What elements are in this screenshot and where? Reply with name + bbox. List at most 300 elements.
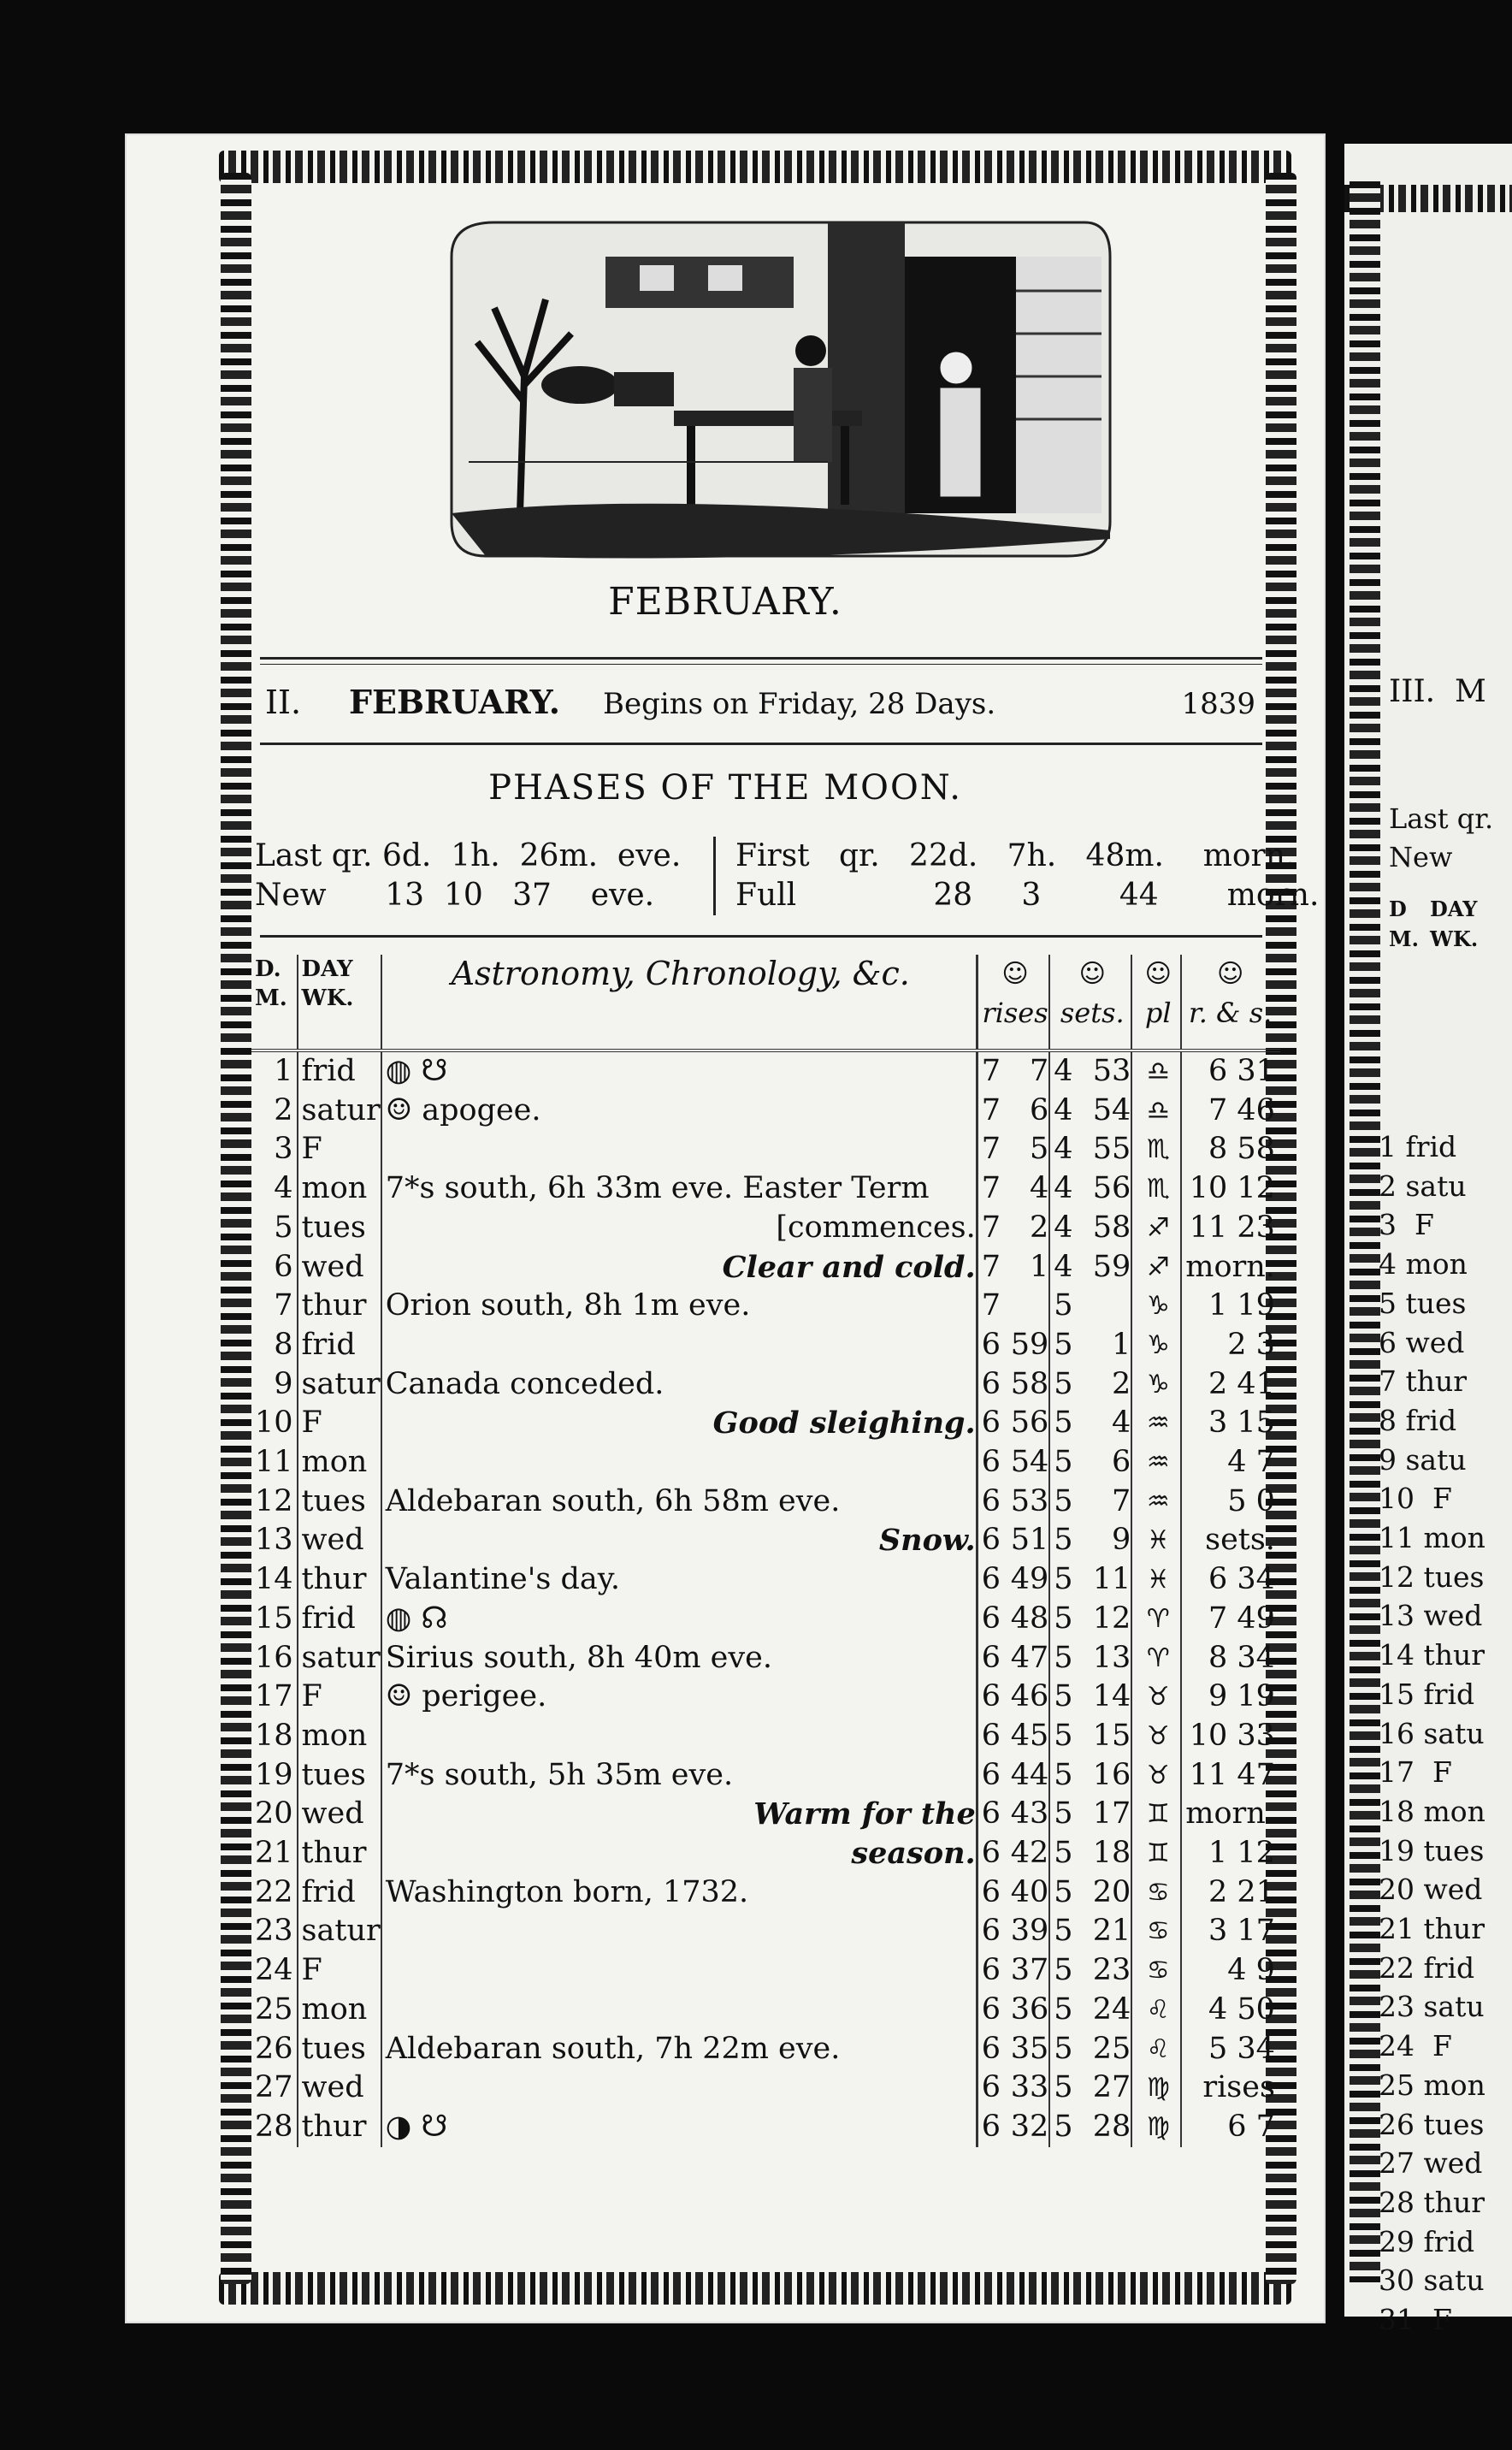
- day-of-month: 22: [251, 1873, 298, 1913]
- sun-rise-hour: 6: [981, 1874, 1001, 1909]
- astro-note: ☺ perigee.: [385, 1679, 547, 1714]
- next-page-day-row: 22 frid: [1379, 1950, 1475, 1985]
- sun-rise-hour: 7: [981, 1132, 1001, 1167]
- day-of-week: F: [298, 1130, 381, 1169]
- astro-note: Orion south, 8h 1m eve.: [385, 1288, 751, 1323]
- astro-continuation: [commences.: [776, 1210, 976, 1245]
- table-row: [251, 1365, 1280, 1405]
- month-number: II.: [265, 684, 302, 721]
- sun-rise-min: 46: [1007, 1678, 1050, 1717]
- moon-rise-set: 9 19: [1208, 1679, 1275, 1714]
- sun-set-min: 13: [1076, 1639, 1131, 1678]
- next-page-day-row: 5 tues: [1379, 1286, 1467, 1320]
- moon-rise-set: 4 50: [1208, 1991, 1275, 2027]
- day-of-month: 26: [251, 2030, 298, 2069]
- table-row: [251, 1169, 1280, 1209]
- moon-rise-set: 3 15: [1208, 1405, 1275, 1441]
- day-of-week: F: [298, 1404, 381, 1443]
- weather-note: season.: [851, 1836, 976, 1872]
- moon-rise-set: 1 12: [1208, 1836, 1275, 1871]
- weather-note: Snow.: [878, 1523, 976, 1559]
- day-of-month: 15: [251, 1600, 298, 1639]
- year: 1839: [1181, 687, 1255, 721]
- moon-place-sign: ♋: [1131, 1873, 1181, 1913]
- astro-note: Valantine's day.: [385, 1562, 620, 1597]
- sun-rise-min: 58: [1007, 1365, 1050, 1405]
- day-of-week: F: [298, 1951, 381, 1991]
- table-row: [251, 2068, 1280, 2108]
- day-of-month: 28: [251, 2108, 298, 2147]
- woodcut-chimney-wall: [828, 222, 905, 513]
- moon-rise-set: 2 3: [1227, 1327, 1275, 1362]
- day-of-month: 6: [251, 1248, 298, 1287]
- sun-rise-min: 49: [1007, 1560, 1050, 1600]
- next-page-day-row: 1 frid: [1379, 1130, 1457, 1163]
- next-page-day-row: 31 F: [1379, 2303, 1452, 2337]
- moon-rise-set: 4 9: [1227, 1953, 1275, 1988]
- table-row: [251, 1209, 1280, 1248]
- moon-rise-set: rises: [1202, 2070, 1275, 2105]
- day-of-week: wed: [298, 1795, 381, 1834]
- table-row: [251, 1717, 1280, 1756]
- sun-set-hour: 4: [1054, 1132, 1073, 1167]
- astronomy-cell: [381, 1873, 977, 1913]
- astronomy-cell: [381, 1912, 977, 1951]
- next-page-day-row: 28 thur: [1379, 2185, 1485, 2219]
- day-of-week: wed: [298, 1521, 381, 1560]
- sun-set-hour: 5: [1054, 1288, 1073, 1323]
- sun-rise-min: 4: [1007, 1169, 1050, 1209]
- sun-set-min: 24: [1076, 1991, 1131, 2030]
- astro-note: Aldebaran south, 6h 58m eve.: [385, 1483, 841, 1518]
- sun-set-hour: 5: [1054, 1718, 1073, 1753]
- day-of-month: 1: [251, 1050, 298, 1092]
- astronomy-cell: [381, 1834, 977, 1873]
- moon-place-sign: ♌: [1131, 2030, 1181, 2069]
- next-page-day-row: 17 F: [1379, 1755, 1452, 1790]
- sun-rise-hour: 6: [981, 1914, 1001, 1949]
- moon-rise-set: 4 7: [1227, 1445, 1275, 1480]
- sun-face-icon: ☺: [1001, 959, 1029, 989]
- ornamental-border-top: [219, 151, 1291, 183]
- table-row: [251, 1287, 1280, 1326]
- next-page-day-row: 29 frid: [1379, 2224, 1475, 2258]
- sun-rise-hour: 6: [981, 1562, 1001, 1597]
- day-of-week: wed: [298, 2068, 381, 2108]
- day-of-month: 11: [251, 1443, 298, 1482]
- day-of-month: 25: [251, 1991, 298, 2030]
- day-of-week: mon: [298, 1443, 381, 1482]
- sun-set-hour: 5: [1054, 1757, 1073, 1792]
- sun-set-hour: 4: [1054, 1249, 1073, 1284]
- table-row: [251, 1951, 1280, 1991]
- day-of-week: tues: [298, 1209, 381, 1248]
- col-sun-rises: ☺ rises: [977, 955, 1049, 1050]
- next-page-header: III. M: [1389, 674, 1486, 709]
- sun-rise-min: 35: [1007, 2030, 1050, 2069]
- sun-rise-min: 56: [1007, 1404, 1050, 1443]
- astro-note: ◍ ☋: [385, 1054, 448, 1088]
- moon-rise-set: 11 47: [1189, 1757, 1275, 1792]
- moon-rise-set: 2 41: [1208, 1366, 1275, 1401]
- woodcut-building: [605, 257, 794, 308]
- sun-set-min: 1: [1076, 1326, 1131, 1365]
- sun-rise-hour: 6: [981, 1483, 1001, 1518]
- sun-rise-min: 33: [1007, 2068, 1050, 2108]
- day-of-week: frid: [298, 1873, 381, 1913]
- sun-set-min: 14: [1076, 1678, 1131, 1717]
- astronomy-cell: [381, 1365, 977, 1405]
- astronomy-cell: [381, 1991, 977, 2030]
- sun-rise-min: 40: [1007, 1873, 1050, 1913]
- table-row: [251, 1600, 1280, 1639]
- sun-set-min: 15: [1076, 1717, 1131, 1756]
- next-page-day-row: 11 mon: [1379, 1521, 1485, 1555]
- moon-place-sign: ♐: [1131, 1248, 1181, 1287]
- woodcut-man-sawing: [795, 335, 826, 366]
- sun-rise-hour: 6: [981, 1679, 1001, 1714]
- day-of-week: satur: [298, 1092, 381, 1131]
- sun-set-hour: 5: [1054, 1445, 1073, 1480]
- next-page-day-row: 12 tues: [1379, 1559, 1485, 1594]
- sun-set-hour: 5: [1054, 1523, 1073, 1558]
- sun-set-hour: 5: [1054, 1483, 1073, 1518]
- next-page-day-row: 27 wed: [1379, 2146, 1483, 2181]
- phase-last-quarter: Last qr. 6d. 1h. 26m. eve.: [255, 838, 682, 873]
- woodcut-horse-sleigh: [541, 366, 618, 404]
- next-page-col-d: D: [1389, 897, 1407, 921]
- sun-rise-hour: 7: [981, 1210, 1001, 1245]
- sun-set-min: 58: [1076, 1209, 1131, 1248]
- moon-place-sign: ♎: [1131, 1050, 1181, 1092]
- next-page-day-row: 15 frid: [1379, 1677, 1475, 1711]
- sun-rise-min: 5: [1007, 1130, 1050, 1169]
- table-row: [251, 1050, 1280, 1092]
- next-page-phase-last: Last qr.: [1389, 802, 1494, 835]
- next-page-day-row: 3 F: [1379, 1208, 1434, 1242]
- sun-rise-hour: 6: [981, 1757, 1001, 1792]
- sun-set-min: 2: [1076, 1365, 1131, 1405]
- next-page-day-row: 13 wed: [1379, 1599, 1483, 1633]
- col-day-of-week: DAY WK.: [298, 955, 381, 1050]
- astronomy-cell: [381, 1482, 977, 1522]
- moon-place-sign: ♑: [1131, 1326, 1181, 1365]
- col-moon-place: ☺ pl: [1131, 955, 1181, 1050]
- table-row: [251, 1482, 1280, 1522]
- rule-phases: [260, 935, 1262, 938]
- table-row: [251, 1912, 1280, 1951]
- table-row: [251, 2108, 1280, 2147]
- astro-note: 7*s south, 6h 33m eve. Easter Term: [385, 1171, 930, 1206]
- calendar-header-row: [251, 955, 1280, 1050]
- moon-place-sign: ♈: [1131, 1600, 1181, 1639]
- day-of-month: 13: [251, 1521, 298, 1560]
- astronomy-cell: [381, 2068, 977, 2108]
- sun-rise-hour: 7: [981, 1171, 1001, 1206]
- moon-rise-set: 11 23: [1189, 1210, 1275, 1245]
- next-page-day-list: [1379, 1127, 1485, 2340]
- sun-set-hour: 5: [1054, 2070, 1073, 2105]
- sun-set-min: 55: [1076, 1130, 1131, 1169]
- moon-place-sign: ♋: [1131, 1912, 1181, 1951]
- moon-rise-set: 7 46: [1208, 1092, 1275, 1127]
- day-of-month: 18: [251, 1717, 298, 1756]
- sun-rise-min: 54: [1007, 1443, 1050, 1482]
- next-page-day-row: 4 mon: [1379, 1247, 1468, 1281]
- sun-set-hour: 5: [1054, 1796, 1073, 1832]
- col-sun-sets: ☺ sets.: [1049, 955, 1131, 1050]
- sun-rise-min: 32: [1007, 2108, 1050, 2147]
- table-row: [251, 1443, 1280, 1482]
- astronomy-cell: [381, 1443, 977, 1482]
- ornamental-border-bottom: [219, 2272, 1291, 2305]
- table-row: [251, 1834, 1280, 1873]
- sun-rise-hour: 6: [981, 1327, 1001, 1362]
- next-page-day-row: 18 mon: [1379, 1794, 1485, 1828]
- sun-rise-hour: 6: [981, 1718, 1001, 1753]
- astronomy-cell: [381, 2108, 977, 2147]
- moon-place-sign: ♒: [1131, 1404, 1181, 1443]
- sun-set-min: 20: [1076, 1873, 1131, 1913]
- day-of-month: 27: [251, 2068, 298, 2108]
- moon-rise-set: 5 0: [1227, 1483, 1275, 1518]
- astronomy-cell: [381, 1795, 977, 1834]
- sun-set-min: 54: [1076, 1092, 1131, 1131]
- astro-note: ◑ ☋: [385, 2109, 448, 2144]
- sun-set-min: 28: [1076, 2108, 1131, 2147]
- moon-place-sign: ♊: [1131, 1834, 1181, 1873]
- moon-place-sign: ♓: [1131, 1521, 1181, 1560]
- phase-new-moon: New 13 10 37 eve.: [255, 878, 655, 913]
- day-of-week: tues: [298, 2030, 381, 2069]
- next-page-day-row: 23 satu: [1379, 1990, 1485, 2024]
- moon-rise-set: morn.: [1185, 1796, 1275, 1832]
- next-page-day-row: 6 wed: [1379, 1325, 1465, 1359]
- day-of-month: 16: [251, 1639, 298, 1678]
- astronomy-cell: [381, 1209, 977, 1248]
- sun-rise-hour: 7: [981, 1092, 1001, 1127]
- sun-rise-hour: 6: [981, 2070, 1001, 2105]
- sun-set-hour: 5: [1054, 2109, 1073, 2144]
- table-row: [251, 1521, 1280, 1560]
- sun-set-min: 56: [1076, 1169, 1131, 1209]
- astronomy-cell: [381, 1050, 977, 1092]
- sun-rise-hour: 7: [981, 1249, 1001, 1284]
- sun-set-min: [1076, 1287, 1131, 1326]
- day-of-month: 7: [251, 1287, 298, 1326]
- next-page-col-m: M.: [1389, 926, 1419, 951]
- day-of-month: 4: [251, 1169, 298, 1209]
- sun-rise-min: 44: [1007, 1756, 1050, 1796]
- moon-rise-set: 10 12: [1189, 1171, 1275, 1206]
- day-of-month: 2: [251, 1092, 298, 1131]
- sun-set-min: 7: [1076, 1482, 1131, 1522]
- sun-rise-hour: 6: [981, 1953, 1001, 1988]
- sun-rise-min: 39: [1007, 1912, 1050, 1951]
- sun-rise-min: 6: [1007, 1092, 1050, 1131]
- sun-set-min: 17: [1076, 1795, 1131, 1834]
- sun-rise-min: 43: [1007, 1795, 1050, 1834]
- day-of-month: 3: [251, 1130, 298, 1169]
- month-header: [265, 683, 1255, 721]
- moon-place-sign: ♎: [1131, 1092, 1181, 1131]
- sun-rise-hour: 7: [981, 1288, 1001, 1323]
- day-of-week: tues: [298, 1756, 381, 1796]
- table-row: [251, 1326, 1280, 1365]
- moon-place-sign: ♉: [1131, 1678, 1181, 1717]
- moon-place-sign: ♊: [1131, 1795, 1181, 1834]
- day-of-month: 21: [251, 1834, 298, 1873]
- sun-rise-min: 7: [1007, 1050, 1050, 1092]
- moon-place-sign: ♉: [1131, 1717, 1181, 1756]
- astro-note: Washington born, 1732.: [385, 1874, 749, 1909]
- sun-set-hour: 5: [1054, 1874, 1073, 1909]
- sun-set-hour: 5: [1054, 1366, 1073, 1401]
- sun-set-min: 6: [1076, 1443, 1131, 1482]
- woodcut-old-man: [939, 351, 973, 385]
- table-row: [251, 1248, 1280, 1287]
- sun-rise-hour: 7: [981, 1054, 1001, 1088]
- table-row: [251, 1404, 1280, 1443]
- sun-set-min: 16: [1076, 1756, 1131, 1796]
- day-of-month: 17: [251, 1678, 298, 1717]
- month-name: FEBRUARY.: [349, 683, 560, 721]
- table-row: [251, 1639, 1280, 1678]
- sun-set-hour: 5: [1054, 1836, 1073, 1871]
- next-page-border-left: [1350, 181, 1380, 2282]
- sun-rise-hour: 6: [981, 2109, 1001, 2144]
- phase-full-moon: Full 28 3 44 morn.: [735, 878, 1320, 913]
- next-page-day-row: 10 F: [1379, 1482, 1452, 1516]
- next-page-day-row: 16 satu: [1379, 1716, 1485, 1750]
- sun-set-hour: 4: [1054, 1092, 1073, 1127]
- moon-face-icon: ☺: [1144, 959, 1172, 989]
- sun-rise-min: 36: [1007, 1991, 1050, 2030]
- moon-place-sign: ♑: [1131, 1365, 1181, 1405]
- sun-set-min: 53: [1076, 1050, 1131, 1092]
- sun-set-hour: 5: [1054, 1991, 1073, 2027]
- next-page-day-row: 26 tues: [1379, 2107, 1485, 2141]
- astronomy-cell: [381, 1678, 977, 1717]
- table-row: [251, 1756, 1280, 1796]
- sun-rise-min: 45: [1007, 1717, 1050, 1756]
- astro-note: Sirius south, 8h 40m eve.: [385, 1640, 772, 1675]
- sun-rise-min: 59: [1007, 1326, 1050, 1365]
- day-of-month: 9: [251, 1365, 298, 1405]
- day-of-week: tues: [298, 1482, 381, 1522]
- moon-rise-set: 1 19: [1208, 1288, 1275, 1323]
- moon-rise-set: 8 58: [1208, 1132, 1275, 1167]
- astronomy-cell: [381, 1951, 977, 1991]
- sun-rise-min: 37: [1007, 1951, 1050, 1991]
- moon-place-sign: ♒: [1131, 1482, 1181, 1522]
- day-of-month: 23: [251, 1912, 298, 1951]
- sun-rise-hour: 6: [981, 2031, 1001, 2066]
- day-of-week: satur: [298, 1639, 381, 1678]
- sun-set-min: 12: [1076, 1600, 1131, 1639]
- day-of-week: wed: [298, 1248, 381, 1287]
- astro-note: Canada conceded.: [385, 1366, 664, 1401]
- col-moon-rises-sets: ☺ r. & s.: [1181, 955, 1280, 1050]
- table-row: [251, 1873, 1280, 1913]
- month-begins: Begins on Friday, 28 Days.: [602, 687, 996, 721]
- next-page-day-row: 24 F: [1379, 2029, 1452, 2063]
- weather-note: Clear and cold.: [722, 1249, 976, 1285]
- sun-rise-min: 2: [1007, 1209, 1050, 1248]
- astronomy-cell: [381, 1756, 977, 1796]
- next-page-day-row: 19 tues: [1379, 1833, 1485, 1867]
- sun-rise-min: 42: [1007, 1834, 1050, 1873]
- day-of-week: frid: [298, 1050, 381, 1092]
- woodcut-illustration: [417, 205, 1119, 565]
- phase-separator: [713, 837, 716, 915]
- moon-place-sign: ♓: [1131, 1560, 1181, 1600]
- sun-rise-hour: 6: [981, 1796, 1001, 1832]
- day-of-month: 8: [251, 1326, 298, 1365]
- sun-set-hour: 5: [1054, 1953, 1073, 1988]
- moon-rise-set: 6 7: [1227, 2109, 1275, 2144]
- moon-place-sign: ♈: [1131, 1639, 1181, 1678]
- sun-set-min: 25: [1076, 2030, 1131, 2069]
- day-of-week: thur: [298, 1560, 381, 1600]
- moon-rise-set: 5 34: [1208, 2031, 1275, 2066]
- next-page-day-row: 20 wed: [1379, 1873, 1483, 1907]
- sun-set-min: 9: [1076, 1521, 1131, 1560]
- astronomy-cell: [381, 1717, 977, 1756]
- astronomy-cell: [381, 1600, 977, 1639]
- moon-place-sign: ♒: [1131, 1443, 1181, 1482]
- next-page-day-row: 7 thur: [1379, 1364, 1468, 1399]
- moon-place-sign: ♐: [1131, 1209, 1181, 1248]
- astronomy-cell: [381, 1130, 977, 1169]
- sun-set-hour: 5: [1054, 1327, 1073, 1362]
- astronomy-cell: [381, 1521, 977, 1560]
- day-of-month: 19: [251, 1756, 298, 1796]
- rule-top-thin: [260, 664, 1262, 665]
- sun-set-hour: 4: [1054, 1054, 1073, 1088]
- day-of-week: mon: [298, 1169, 381, 1209]
- moon-place-sign: ♍: [1131, 2108, 1181, 2147]
- sun-rise-min: 1: [1007, 1248, 1050, 1287]
- next-page-day-row: 14 thur: [1379, 1638, 1485, 1672]
- table-row: [251, 1795, 1280, 1834]
- day-of-week: thur: [298, 1834, 381, 1873]
- day-of-week: frid: [298, 1326, 381, 1365]
- sun-rise-min: 47: [1007, 1639, 1050, 1678]
- day-of-week: satur: [298, 1365, 381, 1405]
- moon-rise-set: 6 34: [1208, 1562, 1275, 1597]
- sun-rise-hour: 6: [981, 1836, 1001, 1871]
- sun-rise-min: 48: [1007, 1600, 1050, 1639]
- next-page-day-row: 21 thur: [1379, 1912, 1485, 1946]
- sun-set-hour: 5: [1054, 1640, 1073, 1675]
- rule-top: [260, 657, 1262, 660]
- sun-set-hour: 5: [1054, 1405, 1073, 1441]
- astro-note: ◍ ☊: [385, 1601, 448, 1636]
- sun-rise-hour: 6: [981, 1991, 1001, 2027]
- weather-note: Good sleighing.: [712, 1405, 976, 1441]
- sun-set-hour: 5: [1054, 1679, 1073, 1714]
- sun-rise-hour: 6: [981, 1445, 1001, 1480]
- sun-set-min: 27: [1076, 2068, 1131, 2108]
- sun-set-min: 59: [1076, 1248, 1131, 1287]
- day-of-week: F: [298, 1678, 381, 1717]
- sun-set-min: 18: [1076, 1834, 1131, 1873]
- table-row: [251, 2030, 1280, 2069]
- sun-set-hour: 5: [1054, 2031, 1073, 2066]
- day-of-week: frid: [298, 1600, 381, 1639]
- astronomy-cell: [381, 1248, 977, 1287]
